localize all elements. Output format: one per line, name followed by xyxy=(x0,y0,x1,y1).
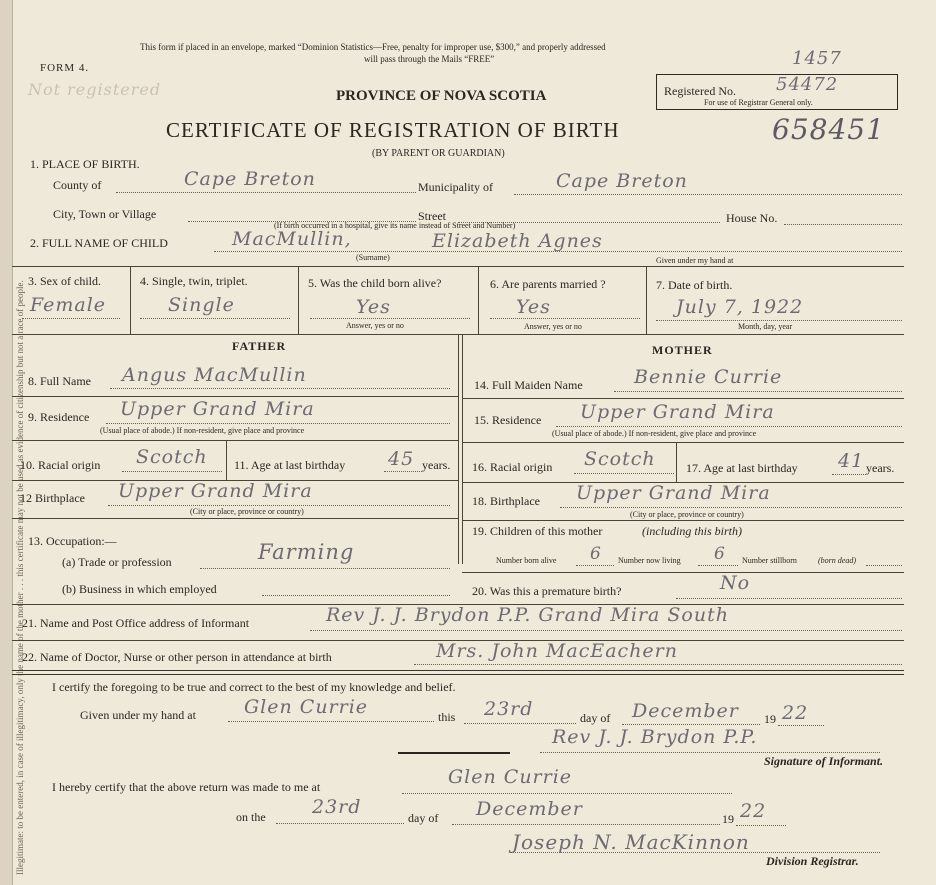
vdiv-6 xyxy=(646,266,647,334)
father-race-line xyxy=(122,471,222,472)
label-dob: 7. Date of birth. xyxy=(656,278,733,292)
premature-line xyxy=(676,598,902,599)
registrar-label: Division Registrar. xyxy=(766,854,859,868)
label-father-birthplace: 12 Birthplace xyxy=(20,491,85,505)
given-month-line xyxy=(622,724,760,725)
informant-line xyxy=(310,630,902,631)
label-children: 19. Children of this mother xyxy=(472,524,603,538)
father-res-line xyxy=(106,423,450,424)
given-year-line xyxy=(778,725,824,726)
label-city: City, Town or Village xyxy=(53,207,157,221)
father-race-value: Scotch xyxy=(136,446,208,468)
municipality-line xyxy=(514,194,902,195)
dob-line xyxy=(656,320,902,321)
born-alive-value: Yes xyxy=(356,296,391,318)
mother-residence-note: (Usual place of abode.) If non-resident, give place and province xyxy=(552,429,757,438)
doctor-line xyxy=(414,664,902,665)
label-municipality: Municipality of xyxy=(418,180,493,194)
now-living-line xyxy=(698,565,738,566)
street-note: (If birth occurred in a hospital, give its name instead of Street and Number) xyxy=(274,221,516,230)
on-day-line xyxy=(276,823,404,824)
mother-residence-value: Upper Grand Mira xyxy=(580,401,775,423)
certificate-title: CERTIFICATE OF REGISTRATION OF BIRTH xyxy=(166,118,620,142)
notice-line-1: This form if placed in an envelope, marked “Dominion Statistics—Free, penalty for improper use, $300,” and properly addressed xyxy=(140,42,606,52)
father-name-value: Angus MacMullin xyxy=(122,364,307,386)
province-heading: PROVINCE OF NOVA SCOTIA xyxy=(336,88,547,104)
label-informant: 21. Name and Post Office address of Informant xyxy=(22,616,250,630)
label-married: 6. Are parents married ? xyxy=(490,277,606,291)
vdiv-f17 xyxy=(676,442,677,482)
vdiv-parents-a xyxy=(458,334,459,564)
informant-value: Rev J. J. Brydon P.P. Grand Mira South xyxy=(326,604,729,626)
label-children-italic: (including this birth) xyxy=(642,524,742,538)
premature-value: No xyxy=(720,572,751,594)
certify-text: I certify the foregoing to be true and correct to the best of my knowledge and belief. xyxy=(52,680,456,694)
label-year-19b: 19 xyxy=(722,812,734,826)
informant-sig-label: Signature of Informant. xyxy=(764,754,884,768)
label-father-residence: 9. Residence xyxy=(28,410,90,424)
mother-res-line xyxy=(556,426,902,427)
doctor-value: Mrs. John MacEachern xyxy=(436,640,678,662)
rule-f20 xyxy=(462,572,904,573)
registered-number-crossed: 54472 xyxy=(776,74,839,95)
informant-sig-line xyxy=(540,752,880,753)
rule-f13 xyxy=(12,518,458,519)
given-at-value: Glen Currie xyxy=(244,696,369,718)
certificate-subtitle: (BY PARENT OR GUARDIAN) xyxy=(372,148,505,159)
registered-note: For use of Registrar General only. xyxy=(704,98,813,107)
house-line xyxy=(784,224,902,225)
rule-f16 xyxy=(462,442,904,443)
rule-f9 xyxy=(12,396,458,397)
on-year-value: 22 xyxy=(740,800,767,822)
given-caption: Given under my hand at xyxy=(656,256,734,265)
father-birthplace-value: Upper Grand Mira xyxy=(118,480,313,502)
label-father-race: 10. Racial origin xyxy=(20,458,101,472)
father-age-value: 45 xyxy=(388,448,415,470)
father-birthplace-note: (City or place, province or country) xyxy=(190,507,304,516)
plurality-line xyxy=(140,318,290,319)
mother-age-line xyxy=(832,474,866,475)
given-day-value: 23rd xyxy=(484,698,534,720)
registration-number: 658451 xyxy=(772,113,885,146)
label-year-19: 19 xyxy=(764,712,776,726)
married-value: Yes xyxy=(516,296,551,318)
given-day-line xyxy=(464,723,576,724)
made-at-line xyxy=(402,793,732,794)
born-alive-count-line xyxy=(576,565,614,566)
married-caption: Answer, yes or no xyxy=(524,322,582,331)
margin-text: Illegitimate: to be entered, in case of illegitimacy, only the name of the mother . . . this certificate may not be used as evidence of citizenship but not a race of people. xyxy=(15,280,25,875)
now-living-count: 6 xyxy=(714,544,726,564)
mother-birthplace-value: Upper Grand Mira xyxy=(576,482,771,504)
born-alive-caption: Answer, yes or no xyxy=(346,321,404,330)
father-residence-value: Upper Grand Mira xyxy=(120,398,315,420)
label-mother-residence: 15. Residence xyxy=(474,413,542,427)
sex-line xyxy=(22,318,120,319)
given-at-line xyxy=(228,721,434,722)
business-line xyxy=(262,595,450,596)
separator-rule xyxy=(398,752,510,754)
county-line xyxy=(116,192,416,193)
label-father-name: 8. Full Name xyxy=(28,374,91,388)
mother-name-value: Bennie Currie xyxy=(634,366,783,388)
registered-label: Registered No. xyxy=(664,84,736,98)
rule-f15 xyxy=(462,398,904,399)
label-trade: (a) Trade or profession xyxy=(62,555,172,569)
father-name-line xyxy=(110,388,450,389)
mother-heading: MOTHER xyxy=(652,343,713,357)
child-given-name: Elizabeth Agnes xyxy=(432,230,603,252)
on-month-line xyxy=(452,824,720,825)
born-dead-label: (born dead) xyxy=(818,556,856,565)
occupation-value: Farming xyxy=(258,540,355,564)
rule-3 xyxy=(12,266,904,267)
father-residence-note: (Usual place of abode.) If non-resident, give place and province xyxy=(100,426,305,435)
form-number: FORM 4. xyxy=(40,62,90,74)
on-year-line xyxy=(736,825,786,826)
mother-age-value: 41 xyxy=(838,450,865,472)
county-value: Cape Breton xyxy=(184,168,316,190)
label-business: (b) Business in which employed xyxy=(62,582,217,596)
label-occupation: 13. Occupation:— xyxy=(28,534,117,548)
father-heading: FATHER xyxy=(232,339,287,353)
label-day-of: day of xyxy=(580,711,611,725)
label-full-name: 2. FULL NAME OF CHILD xyxy=(30,236,168,250)
child-surname: MacMullin, xyxy=(232,228,352,250)
label-day-of-2: day of xyxy=(408,811,439,825)
born-alive-count: 6 xyxy=(590,544,602,564)
on-day-value: 23rd xyxy=(312,796,362,818)
born-alive-line xyxy=(310,318,470,319)
father-age-line xyxy=(384,471,422,472)
born-alive-count-label: Number born alive xyxy=(496,556,557,565)
mother-name-line xyxy=(614,391,902,392)
label-house: House No. xyxy=(726,211,778,225)
label-mother-race: 16. Racial origin xyxy=(472,460,553,474)
vdiv-3 xyxy=(130,266,131,334)
registrar-signature: Joseph N. MacKinnon xyxy=(512,830,750,854)
label-mother-birthplace: 18. Birthplace xyxy=(472,494,540,508)
label-mother-age: 17. Age at last birthday xyxy=(686,461,798,475)
mother-race-value: Scotch xyxy=(584,448,656,470)
given-year-value: 22 xyxy=(782,702,809,724)
now-living-label: Number now living xyxy=(618,556,681,565)
mother-age-years: years. xyxy=(866,461,895,475)
trade-line xyxy=(200,568,450,569)
dob-value: July 7, 1922 xyxy=(676,296,804,318)
mother-birthplace-note: (City or place, province or country) xyxy=(630,510,744,519)
rule-f10 xyxy=(12,440,458,441)
label-sex: 3. Sex of child. xyxy=(28,274,101,288)
mother-race-line xyxy=(574,473,674,474)
vdiv-5 xyxy=(478,266,479,334)
label-on-the: on the xyxy=(236,810,266,824)
top-number: 1457 xyxy=(792,48,842,69)
label-this: this xyxy=(438,710,456,724)
label-father-age: 11. Age at last birthday xyxy=(234,458,346,472)
label-county: County of xyxy=(53,178,102,192)
stillborn-label: Number stillborn xyxy=(742,556,797,565)
on-month-value: December xyxy=(476,798,583,820)
page-edge xyxy=(0,0,25,885)
mother-birthplace-line xyxy=(560,507,902,508)
vdiv-parents-b xyxy=(462,334,463,564)
married-line xyxy=(490,318,640,319)
made-at-value: Glen Currie xyxy=(448,766,573,788)
vdiv-f11 xyxy=(226,440,227,480)
stillborn-line xyxy=(866,565,902,566)
father-age-years: years. xyxy=(422,458,451,472)
father-birthplace-line xyxy=(108,505,450,506)
label-premature: 20. Was this a premature birth? xyxy=(472,584,622,598)
certify2-text: I hereby certify that the above return was made to me at xyxy=(52,780,321,794)
label-given-at: Given under my hand at xyxy=(80,708,196,722)
label-doctor: 22. Name of Doctor, Nurse or other person in attendance at birth xyxy=(22,650,332,664)
registrar-sig-line xyxy=(510,852,880,853)
surname-caption: (Surname) xyxy=(356,253,390,262)
label-mother-name: 14. Full Maiden Name xyxy=(474,378,583,392)
given-month-value: December xyxy=(632,700,739,722)
notice-line-2: will pass through the Mails “FREE” xyxy=(364,54,495,64)
margin-pencil: Not registered xyxy=(28,80,162,99)
label-street: Street xyxy=(418,209,446,223)
municipality-value: Cape Breton xyxy=(556,170,688,192)
vdiv-4 xyxy=(298,266,299,334)
plurality-value: Single xyxy=(168,294,235,316)
informant-signature: Rev J. J. Brydon P.P. xyxy=(552,726,758,748)
sex-value: Female xyxy=(30,294,107,316)
label-plurality: 4. Single, twin, triplet. xyxy=(140,274,248,288)
label-place-of-birth: 1. PLACE OF BIRTH. xyxy=(30,157,140,171)
rule-f19 xyxy=(462,520,904,521)
dob-caption: Month, day, year xyxy=(738,322,793,331)
label-born-alive: 5. Was the child born alive? xyxy=(308,276,442,290)
double-rule xyxy=(12,670,904,675)
